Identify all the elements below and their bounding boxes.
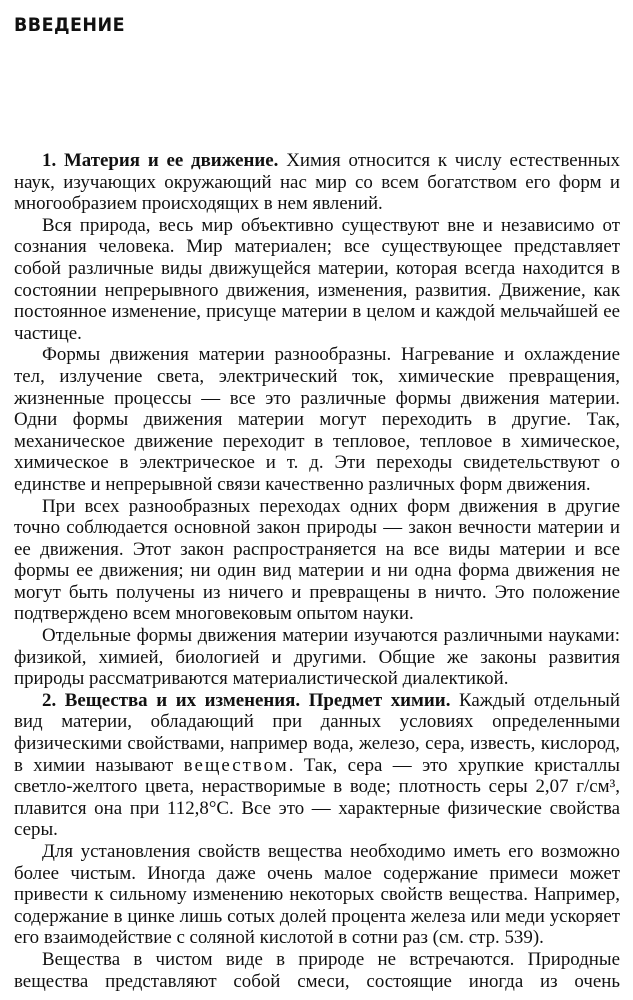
paragraph-6-text-before: Каждый отдельный вид материи, обладающий при данных условиях определенными физическими свойствами, например вода, железо, сера, известь, кислород, в химии называют — [14, 689, 620, 776]
paragraph-7 — [14, 841, 620, 949]
section-title-2: 2. Вещества и их изменения. Предмет химии. — [42, 689, 451, 711]
paragraph-4 — [14, 496, 620, 626]
section-title-1: 1. Материя и ее движение. — [42, 150, 279, 171]
paragraph-1 — [14, 150, 620, 215]
paragraph-6 — [14, 690, 620, 841]
body-text — [14, 150, 620, 992]
paragraph-4-text: При всех разнообразных переходах одних форм движения в другие точно соблюдается основной закон природы — закон вечности материи и ее движения. Этот закон распространяется на все виды материи и все формы ее движения; ни один вид материи и ни одна форма движения не могут быть получены из ничего и превращены в ничто. Это положение подтверждено всем многовековым опытом науки. — [14, 495, 620, 625]
paragraph-1-text: Химия относится к числу естественных наук, изучающих окружающий нас мир со всем богатством его форм и многообразием происходящих в нем явлений. — [14, 150, 620, 215]
paragraph-6-text-after: . Так, сера — это хрупкие кристаллы светло-желтого цвета, нерастворимые в воде; плотность серы 2,07 г/см³, плавится она при 112,8°С. Все это — характерные физические свойства серы. — [14, 754, 620, 841]
term-substance: веществом — [183, 754, 289, 776]
paragraph-5-text: Отдельные формы движения материи изучаются различными науками: физикой, химией, биологией и другими. Общие же законы развития природы рассматриваются материалистической диалектикой. — [14, 625, 620, 690]
paragraph-2-text: Вся природа, весь мир объективно существуют вне и независимо от сознания человека. Мир материален; все существующее представляет собой различные виды движущейся материи, которая всегда находится в состоянии непрерывного движения, изменения, развития. Движение, как постоянное изменение, присуще материи в целом и каждой мельчайшей ее частице. — [14, 214, 620, 344]
paragraph-5 — [14, 625, 620, 690]
paragraph-3-text: Формы движения материи разнообразны. Нагревание и охлаждение тел, излучение света, электрический ток, химические превращения, жизненные процессы — все это различные формы движения материи. Одни формы движения материи могут переходить в другие. Так, механическое движение переходит в тепловое, тепловое в химическое, химическое в электрическое и т. д. Эти переходы свидетельствуют о единстве и непрерывной связи качественно различных форм движения. — [14, 344, 620, 495]
paragraph-7-text: Для установления свойств вещества необходимо иметь его возможно более чистым. Иногда даже очень малое содержание примеси может привести к сильному изменению некоторых свойств вещества. Например, содержание в цинке лишь сотых долей процента железа или меди ускоряет его взаимодействие с соляной кислотой в сотни раз (см. стр. 539). — [14, 841, 620, 949]
paragraph-2 — [14, 215, 620, 345]
chapter-heading: ВВЕДЕНИЕ — [14, 14, 125, 36]
paragraph-3 — [14, 344, 620, 495]
paragraph-8-text: Вещества в чистом виде в природе не встречаются. Природные вещества представляют собой смеси, состоящие иногда из очень — [14, 948, 620, 992]
paragraph-8 — [14, 949, 620, 992]
